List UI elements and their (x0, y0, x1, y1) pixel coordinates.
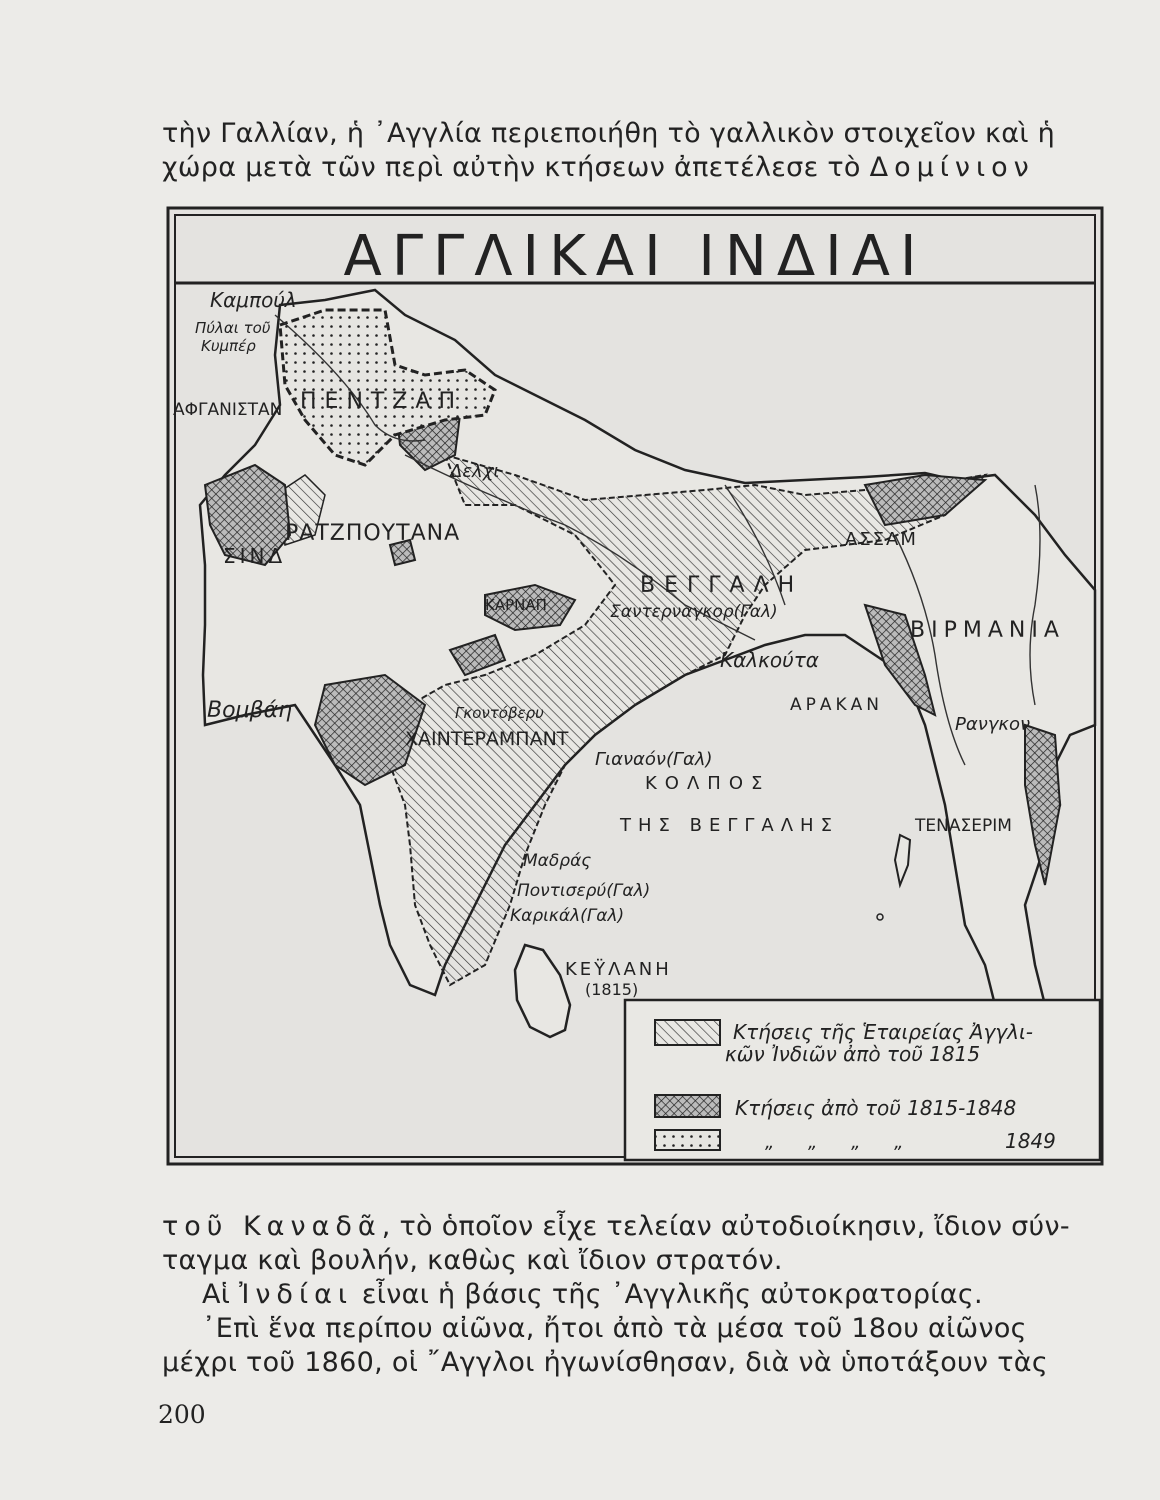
label-karikal: Καρικάλ(Γαλ) (510, 906, 625, 926)
label-madras: Μαδράς (523, 851, 592, 871)
label-birmania: ΒΙΡΜΑΝΙΑ (910, 618, 1065, 643)
label-kaboul: Καμπούλ (210, 288, 297, 312)
label-assam: ΑΣΣΑΜ (845, 529, 918, 550)
legend-item2: Κτήσεις ἀπὸ τοῦ 1815-1848 (735, 1096, 1017, 1120)
label-ceylon-year: (1815) (585, 980, 639, 999)
label-gkontover: Γκοντόβερυ (455, 704, 544, 722)
emphasized-term: Δομίνιον (869, 152, 1035, 183)
label-ceylon: ΚΕΫΛΑΝΗ (565, 959, 672, 980)
emphasized-term: Ἰνδίαι (239, 1279, 354, 1310)
map-legend (625, 1000, 1100, 1160)
legend-item1-line1: Κτήσεις τῆς Ἑταιρείας Ἀγγλι- (733, 1020, 1033, 1044)
label-ratzpoutana: ΡΑΤΖΠΟΥΤΑΝΑ (285, 521, 461, 546)
label-rangoon: Ρανγκον (955, 714, 1031, 735)
label-arakan: ΑΡΑΚΑΝ (790, 695, 884, 715)
label-karnap: ΚΑΡΝΑΠ (485, 596, 547, 614)
legend-swatch-dotted (655, 1130, 720, 1150)
text-line: Αἱ Ἰνδίαι εἶναι ἡ βάσις τῆς ᾿Αγγλικῆς αὐτοκρατορίας. (202, 1279, 983, 1310)
legend-swatch-hatched (655, 1020, 720, 1045)
legend-item3-year: 1849 (1005, 1129, 1056, 1153)
label-kolpos: ΚΟΛΠΟΣ (645, 773, 771, 794)
map-of-british-india (165, 205, 1105, 1167)
legend-item3-ditto: „ „ „ „ (765, 1132, 918, 1153)
text-line: τοῦ Καναδᾶ, τὸ ὁποῖον εἶχε τελείαν αὐτοδιοίκησιν, ἴδιον σύν- (162, 1211, 1070, 1242)
label-kalkouta: Καλκούτα (720, 648, 819, 672)
label-delhi: Δελχι (450, 461, 500, 482)
label-pontiseri: Ποντισερύ(Γαλ) (517, 881, 651, 901)
label-pylai: Πύλαι τοῦ (195, 319, 271, 337)
legend-swatch-crosshatched (655, 1095, 720, 1117)
page-number: 200 (158, 1400, 206, 1429)
text-line: μέχρι τοῦ 1860, οἱ ῎Αγγλοι ἠγωνίσθησαν, διὰ νὰ ὑποτάξουν τὰς (162, 1347, 1048, 1378)
label-tis-vengalis: ΤΗΣ ΒΕΓΓΑΛΗΣ (620, 815, 839, 836)
label-santernagor: Σαντερναγκορ(Γαλ) (610, 602, 778, 622)
text-line: ταγμα καὶ βουλήν, καθὼς καὶ ἴδιον στρατόν. (162, 1245, 783, 1276)
top-paragraph (162, 117, 1122, 185)
label-bombay: Βομβάη (207, 698, 293, 723)
label-kymper: Κυμπέρ (201, 337, 256, 355)
label-yanaon: Γιαναόν(Γαλ) (595, 749, 713, 770)
map-figure (165, 205, 1105, 1167)
map-title: ΑΓΓΛΙΚΑΙ ΙΝΔΙΑΙ (343, 224, 927, 289)
label-vengali: ΒΕΓΓΑΛΗ (640, 573, 804, 598)
text-line: ᾿Επὶ ἕνα περίπου αἰῶνα, ἤτοι ἀπὸ τὰ μέσα τοῦ 18ου αἰῶνος (202, 1313, 1027, 1344)
label-khaiderampant: ΧΑΙΝΤΕΡΑΜΠΑΝΤ (405, 728, 569, 750)
label-afghanistan: ΑΦΓΑΝΙΣΤΑΝ (173, 400, 283, 420)
legend-item1-line2: κῶν Ἰνδιῶν ἀπὸ τοῦ 1815 (725, 1042, 981, 1066)
label-tenaserim: ΤΕΝΑΣΕΡΙΜ (915, 816, 1012, 836)
label-sind: ΣΙΝΔ (223, 544, 287, 568)
bottom-paragraph (162, 1210, 1122, 1380)
text-line: χώρα μετὰ τῶν περὶ αὐτὴν κτήσεων ἀπετέλεσε τὸ Δομίνιον (162, 152, 1035, 183)
text-line: τὴν Γαλλίαν, ἡ ᾿Αγγλία περιεποιήθη τὸ γαλλικὸν στοιχεῖον καὶ ἡ (162, 118, 1056, 149)
emphasized-term: τοῦ Καναδᾶ (162, 1211, 382, 1242)
label-pentzap: ΠΕΝΤΖΑΠ (300, 389, 464, 414)
